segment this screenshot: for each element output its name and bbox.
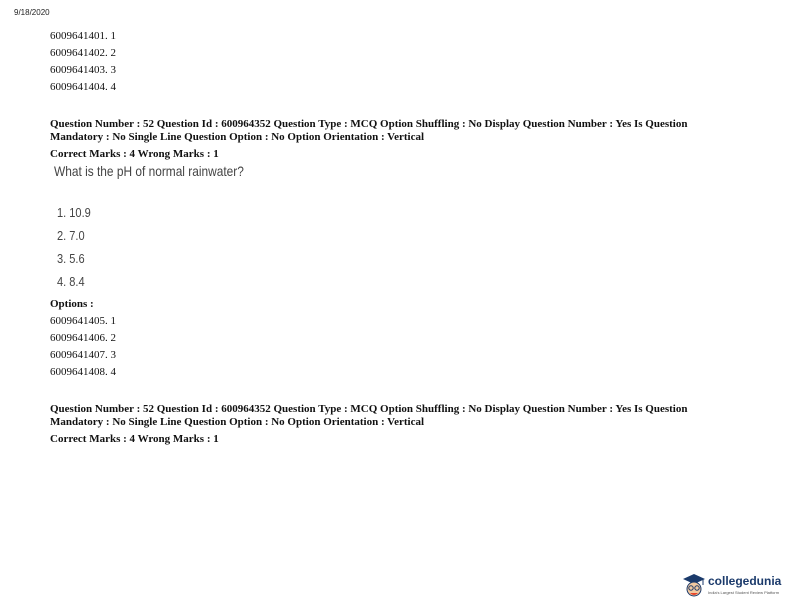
- option-id-1: 6009641405. 1: [50, 315, 116, 327]
- collegedunia-logo: [682, 572, 782, 602]
- question-header-line-2: Mandatory : No Single Line Question Option : No Option Orientation : Vertical: [50, 131, 425, 143]
- question-header: [50, 118, 760, 144]
- logo-tagline: India's Largest Student Review Platform: [708, 590, 780, 595]
- next-question-header-line-2: Mandatory : No Single Line Question Option : No Option Orientation : Vertical: [50, 416, 425, 428]
- option-id-3: 6009641407. 3: [50, 349, 116, 361]
- answer-choice-3: 3. 5.6: [57, 251, 85, 266]
- answer-choice-2: 2. 7.0: [57, 228, 85, 243]
- logo-wordmark: collegedunia: [708, 574, 782, 588]
- prev-option-id-3: 6009641403. 3: [50, 64, 116, 76]
- page-date: 9/18/2020: [14, 8, 50, 17]
- prev-option-id-1: 6009641401. 1: [50, 30, 116, 42]
- next-question-header-line-1: Question Number : 52 Question Id : 600964352 Question Type : MCQ Option Shuffling : No Display Question Number : Yes Is Question: [50, 403, 688, 415]
- question-text: What is the pH of normal rainwater?: [54, 163, 244, 179]
- prev-option-id-4: 6009641404. 4: [50, 81, 116, 93]
- options-label: Options :: [50, 298, 94, 310]
- prev-option-id-2: 6009641402. 2: [50, 47, 116, 59]
- answer-choice-1: 1. 10.9: [57, 205, 91, 220]
- option-id-4: 6009641408. 4: [50, 366, 116, 378]
- answer-choice-4: 4. 8.4: [57, 274, 85, 289]
- next-question-header: [50, 403, 760, 429]
- next-question-marks: Correct Marks : 4 Wrong Marks : 1: [50, 433, 219, 445]
- graduate-mascot-icon: [682, 573, 706, 599]
- question-marks: Correct Marks : 4 Wrong Marks : 1: [50, 148, 219, 160]
- option-id-2: 6009641406. 2: [50, 332, 116, 344]
- question-header-line-1: Question Number : 52 Question Id : 600964352 Question Type : MCQ Option Shuffling : No Display Question Number : Yes Is Question: [50, 118, 688, 130]
